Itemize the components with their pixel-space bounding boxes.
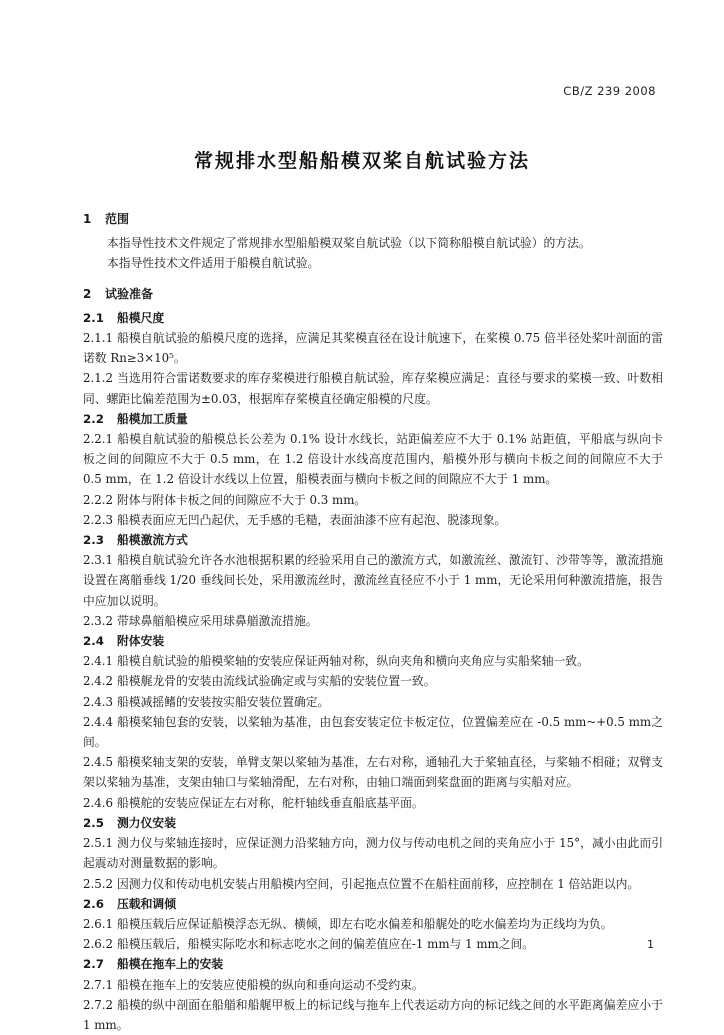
standard-code: CB/Z 239 2008	[563, 84, 656, 98]
clause-text: 船模自航试验允许各水池根据积累的经验采用自己的激流方式，如激流丝、激流钉、沙带等等，激流措施设置在离艏垂线 1/20 垂线间长处，采用激流丝时，激流丝直径应不小于 1 mm，无论采用何种激流措施，报告中应加以说明。	[83, 553, 663, 608]
clause-paragraph	[83, 995, 663, 1035]
clause-number: 2.2.2	[83, 492, 114, 507]
clause-text: 船模艉龙骨的安装由流线试验确定或与实船的安装位置一致。	[117, 674, 436, 689]
clause-number: 2.3.2	[83, 613, 114, 628]
clause-number: 2.5	[83, 815, 104, 830]
clause-number: 2.7	[83, 957, 104, 972]
subsection-heading	[83, 631, 663, 651]
clause-paragraph	[83, 490, 663, 510]
scope-paragraph-1: 本指导性技术文件规定了常规排水型船船模双桨自航试验（以下简称船模自航试验）的方法。	[107, 236, 591, 251]
clause-number: 2.2.1	[83, 432, 114, 447]
clause-text: 带球鼻艏船模应采用球鼻艏激流措施。	[117, 613, 318, 628]
clause-title: 船模在拖车上的安装	[117, 957, 224, 972]
clause-text: 船模减摇鳍的安装按实船安装位置确定。	[117, 694, 330, 709]
clause-title: 船模尺度	[117, 310, 165, 325]
scope-paragraph-2: 本指导性技术文件适用于船模自航试验。	[107, 256, 320, 271]
clause-title: 船模加工质量	[117, 411, 188, 426]
section-1-heading	[83, 209, 663, 229]
clause-number: 2.6.2	[83, 937, 114, 952]
clause-number: 2.1.1	[83, 331, 114, 346]
clause-text: 船模在拖车上的安装应使船模的纵向和垂向运动不受约束。	[117, 977, 424, 992]
clause-paragraph	[83, 671, 663, 691]
clause-number: 2.3.1	[83, 553, 114, 568]
document-title: 常规排水型船船模双桨自航试验方法	[193, 150, 530, 172]
clause-text: 船模自航试验的船模总长公差为 0.1% 设计水线长，站距偏差应不大于 0.1% 站距值，平船底与纵向卡板之间的间隙应不大于 0.5 mm，在 1.2 倍设计水线高度范围内，船模外形与横向卡板之间的间隙应不大于 0.5 mm，在 1.2 倍设计水线以上位置，船模表面与横向卡板之间的间隙应不大于 1 mm。	[83, 432, 663, 487]
clause-paragraph	[83, 651, 663, 671]
clause-paragraph	[83, 368, 663, 408]
clause-number: 2.4.6	[83, 795, 114, 810]
subsection-heading	[83, 308, 663, 328]
subsection-heading	[83, 409, 663, 429]
clause-number: 2.5.2	[83, 876, 114, 891]
clause-number: 2.4.5	[83, 755, 114, 770]
clause-number: 2.4.2	[83, 674, 114, 689]
clause-number: 2.4.4	[83, 714, 114, 729]
clause-paragraph	[83, 328, 663, 368]
clause-text: 船模压载后应保证船模浮态无纵、横倾，即左右吃水偏差和船艉处的吃水偏差均为正线均为负。	[117, 916, 613, 931]
clause-number: 2.4	[83, 634, 104, 649]
clause-number: 2.4.1	[83, 654, 114, 669]
subsection-heading	[83, 894, 663, 914]
clause-text: 船模舵的安装应保证左右对称，舵杆轴线垂直船底基平面。	[117, 795, 424, 810]
clause-number: 2.1.2	[83, 371, 114, 386]
clause-title: 测力仪安装	[117, 815, 176, 830]
clause-text: 测力仪与桨轴连接时，应保证测力沿桨轴方向，测力仪与传动电机之间的夹角应小于 15°，减小由此而引起震动对测量数据的影响。	[83, 836, 663, 871]
clause-paragraph	[83, 934, 663, 954]
clause-number: 2.5.1	[83, 836, 114, 851]
clause-paragraph	[83, 550, 663, 611]
clause-number: 2.2	[83, 411, 104, 426]
section-2-heading	[83, 284, 663, 304]
section-title: 试验准备	[105, 286, 154, 301]
section-number: 1	[83, 212, 92, 226]
clause-number: 2.7.2	[83, 997, 114, 1012]
clause-paragraph	[83, 833, 663, 873]
clause-paragraph	[83, 692, 663, 712]
clause-title: 船模激流方式	[117, 533, 188, 548]
clause-text: 船模压载后，船模实际吃水和标志吃水之间的偏差值应在-1 mm与 1 mm之间。	[117, 937, 535, 952]
clause-text: 船模桨轴支架的安装，单臂支架以桨轴为基准，左右对称，通轴孔大于桨轴直径，与桨轴不相碰；双臂支架以桨轴为基准，支架由轴口与桨轴滑配，左右对称，由轴口端面到桨盘面的距离与实船对应。	[83, 755, 663, 790]
clause-text: 附体与附体卡板之间的间隙应不大于 0.3 mm。	[117, 492, 367, 507]
section-number: 2	[83, 286, 92, 301]
clause-number: 2.1	[83, 310, 104, 325]
clause-paragraph	[83, 752, 663, 792]
page-number: 1	[647, 938, 654, 951]
section-title: 范围	[105, 212, 130, 226]
clause-number: 2.6	[83, 896, 104, 911]
clause-title: 附体安装	[117, 634, 165, 649]
clause-number: 2.2.3	[83, 512, 114, 527]
clause-paragraph	[83, 975, 663, 995]
clause-text: 因测力仪和传动电机安装占用船模内空间，引起拖点位置不在船柱面前移，应控制在 1 倍站距以内。	[117, 876, 640, 891]
clause-text: 船模桨轴包套的安装，以桨轴为基准，由包套安装定位卡板定位，位置偏差应在 -0.5 mm~+0.5 mm之间。	[83, 714, 663, 750]
clause-text: 船模自航试验的船模尺度的选择，应满足其桨模直径在设计航速下，在桨模 0.75 倍半径处桨叶剖面的雷诺数 Rn≥3×10⁵。	[83, 331, 663, 366]
clause-paragraph	[83, 914, 663, 934]
document-body	[83, 205, 663, 1035]
clause-number: 2.4.3	[83, 694, 114, 709]
clause-paragraph	[83, 874, 663, 894]
clause-text: 当选用符合雷诺数要求的库存桨模进行船模自航试验，库存桨模应满足：直径与要求的桨模一致、叶数相同、螺距比偏差范围为±0.03，根据库存桨模直径确定船模的尺度。	[83, 371, 663, 406]
clause-number: 2.6.1	[83, 916, 114, 931]
clause-text: 船模的纵中剖面在船艏和船艉甲板上的标记线与拖车上代表运动方向的标记线之间的水平距离偏差应小于 1 mm。	[83, 997, 663, 1032]
clause-paragraph	[83, 510, 663, 530]
clause-text: 船模表面应无凹凸起伏，无手感的毛糙，表面油漆不应有起泡、脱漆现象。	[117, 512, 507, 527]
subsection-heading	[83, 813, 663, 833]
clause-paragraph	[83, 611, 663, 631]
clause-number: 2.3	[83, 533, 104, 548]
clause-number: 2.7.1	[83, 977, 114, 992]
clause-paragraph	[83, 429, 663, 490]
subsection-heading	[83, 954, 663, 974]
clause-title: 压载和调倾	[117, 896, 176, 911]
clause-paragraph	[83, 712, 663, 752]
clause-paragraph	[83, 793, 663, 813]
subsection-heading	[83, 530, 663, 550]
clause-text: 船模自航试验的船模桨轴的安装应保证两轴对称，纵向夹角和横向夹角应与实船桨轴一致。	[117, 654, 589, 669]
